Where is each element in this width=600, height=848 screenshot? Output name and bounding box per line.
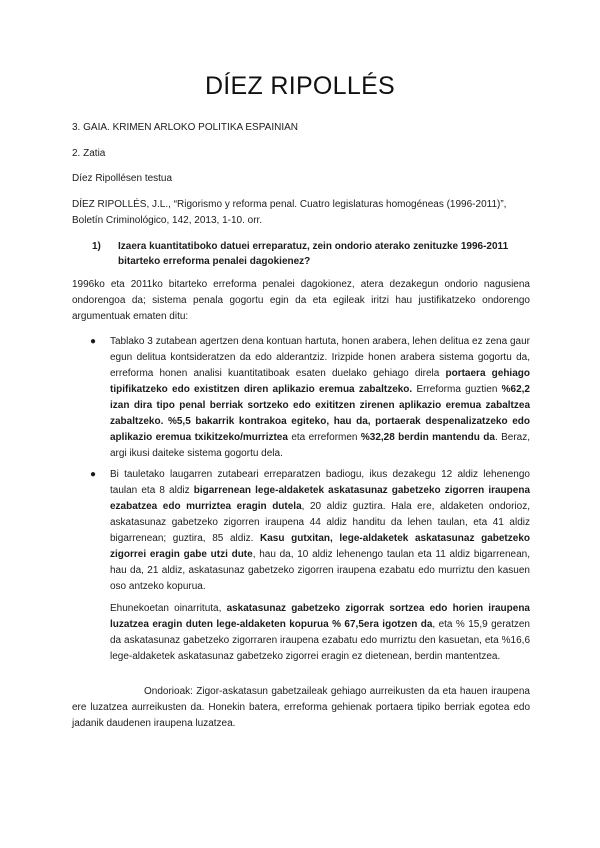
bullet-2-icon: ●	[90, 469, 97, 480]
page-title: DÍEZ RIPOLLÉS	[204, 72, 396, 100]
bullet-2-text: Bi tauletako laugarren zutabeari erreparatzen badiogu, ikus dezakegu 12 aldiz lehenengo taulan eta 8 aldiz bigarrenean lege-aldaketek askatasunaz gabetzeko zigorren iraupena ezabatzea edo murriztea eragin dutela, 20 aldiz guztira. Hala ere, aldaketen ondorioz, askatasunaz gabetzeko zigorren iraupena 44 aldiz handitu da lehen taulan, eta 41 aldiz bigarrenean; guztira, 85 aldiz. Kasu gutxitan, lege-aldaketek askatasunaz gabetzeko zigorrei eragin gabe utzi dute, hau da, 10 aldiz lehenengo taulan eta 11 aldiz bigarrenean, hau da, 21 aldiz, askatasunaz gabetzeko zigorren iraupena ezabatu edo murriztu den kasuen oso antzeko kopurua.	[110, 469, 530, 592]
intro-paragraph: 1996ko eta 2011ko bitarteko erreforma penalei dagokionez, atera dezakegun ondorio nagusiena ondorengoa da; sistema penala gogortu egin da eta egileak iritzi hau justifikatzeko ondorengo argumentuak ematen ditu:	[72, 279, 530, 322]
percentages-paragraph: Ehunekoetan oinarrituta, askatasunaz gabetzeko zigorrak sortzea edo horien iraupena luzatzea eragin duten lege-aldaketen kopurua % 67,5era igotzen da, eta % 15,9 geratzen da askatasunaz gabetzeko zigorraren iraupena ezabatu edo murriztu den kasuetan, eta %16,6 lege-aldaketek askatasunaz gabetzeko zigorrei eragin ez dietenean, berdin mantentzea.	[110, 603, 530, 662]
conclusion-paragraph: Ondorioak: Zigor-askatasun gabetzaileak gehiago aurreikusten da eta hauen iraupena ere luzatzea aurreikusten da. Honekin batera, erreforma gehienak portaera tipiko berriak egotea edo jadanik daudenen iraupena luzatzea.	[72, 686, 530, 729]
bullet-1-icon: ●	[90, 336, 97, 347]
chapter-heading: 3. GAIA. KRIMEN ARLOKO POLITIKA ESPAINIAN	[72, 122, 298, 133]
question-1	[92, 239, 532, 269]
bullet-1-text: Tablako 3 zutabean agertzen dena kontuan hartuta, honen arabera, lehen delitua ez zena gaur egun delitua kontsideratzen da edo alderantziz. Irizpide honen arabera sistema gogortu da, erreforma honen analisi kuantitatiboak esaten duelako gehiago direla portaera gehiago tipifikatzeko edo existitzen diren aplikazio eremua zabaltzeko. Erreforma guztien %62,2 izan dira tipo penal berriak sortzeko edo exititzen zirenen aplikazio eremua zabaltzea zabaltzeko. %5,5 bakarrik kontrakoa egiteko, hau da, portaerak despenalizatzeko edo aplikazio eremua txikitzeko/murriztea eta erreformen %32,28 berdin mantendu da. Beraz, argi ikusi daiteke sistema gogortu dela.	[110, 336, 530, 459]
question-text: Izaera kuantitatiboko datuei erreparatuz, zein ondorio aterako zenituzke 1996-2011 bitarteko erreforma penalei dagokienez?	[118, 241, 509, 267]
question-number: 1)	[92, 241, 101, 252]
reference-line-2: Boletín Criminológico, 142, 2013, 1-10. orr.	[72, 215, 263, 226]
subtitle: Díez Ripollésen testua	[72, 173, 173, 184]
reference-line-1: DÍEZ RIPOLLÉS, J.L., “Rigorismo y reforma penal. Cuatro legislaturas homogéneas (1996-2011)”,	[72, 199, 507, 210]
part-label: 2. Zatia	[72, 148, 106, 159]
